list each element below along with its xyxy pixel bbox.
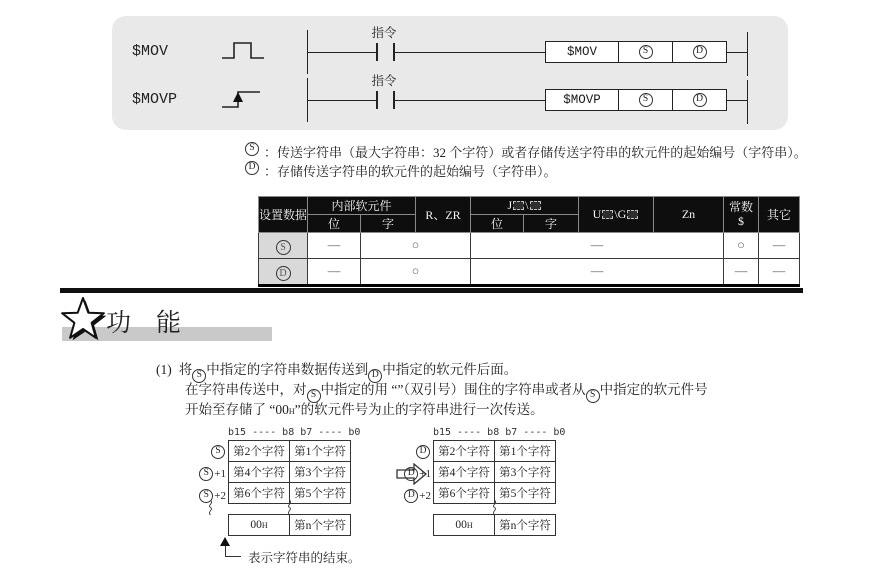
cell-link-zn: — xyxy=(471,259,724,286)
operand-s: S xyxy=(307,389,321,403)
col-header-other: 其它 xyxy=(759,197,800,233)
constant-label: 常数 xyxy=(729,199,754,214)
cell-other: — xyxy=(759,259,800,286)
operand-d: D xyxy=(404,489,418,503)
char-cell: 第n个字符 xyxy=(495,515,556,536)
block-name: $MOVP xyxy=(546,90,619,110)
char-cell: 第1个字符 xyxy=(290,441,351,462)
col-header-internal-device: 内部软元件 xyxy=(308,197,416,215)
cell-other: — xyxy=(759,233,800,259)
operand-s: S xyxy=(199,467,213,481)
col-header-ufm xyxy=(579,197,654,233)
placeholder-box-icon xyxy=(602,210,613,219)
operand-d: D xyxy=(416,445,430,459)
text-segment: 将 xyxy=(178,362,193,377)
dest-last-row xyxy=(433,514,556,536)
sub-header-word: 字 xyxy=(524,215,579,233)
link-prefix: J xyxy=(507,198,513,212)
mnemonic-smovp: $MOVP xyxy=(132,91,178,108)
break-squiggle-icon xyxy=(206,500,215,515)
operand-note-d xyxy=(245,161,557,180)
operand-s: S xyxy=(245,142,259,156)
sub-header-bit: 位 xyxy=(308,215,361,233)
dest-label xyxy=(393,489,431,503)
text-segment: ”的软元件号为止的字符串进行一次传送。 xyxy=(294,402,544,417)
operand-s: S xyxy=(192,369,206,383)
mnemonic-smov: $MOV xyxy=(132,43,169,60)
link-separator: \ xyxy=(525,198,529,212)
text-segment: 中指定的软元件后面。 xyxy=(382,362,518,377)
note-text: ：存储传送字符串的软元件的起始编号（字符串）。 xyxy=(264,164,557,179)
source-label xyxy=(188,467,226,481)
block-name: $MOV xyxy=(546,42,619,62)
note-connector-line xyxy=(225,546,241,557)
bit-range-header: b15 ---- b8 b7 ---- b0 xyxy=(228,427,361,438)
contact-icon xyxy=(376,91,395,109)
hex-subscript: H xyxy=(288,407,295,416)
hex-subscript: H xyxy=(261,521,268,530)
char-cell: 第2个字符 xyxy=(434,441,495,462)
hex-value: 00 xyxy=(455,519,467,531)
source-memory-table xyxy=(228,440,351,504)
placeholder-box-icon xyxy=(513,201,524,210)
cell-constant: ○ xyxy=(724,233,759,259)
col-header-zn: Zn xyxy=(654,197,724,233)
text-segment: 开始至存储了 “00 xyxy=(185,402,289,417)
cell-bit: — xyxy=(308,259,361,286)
char-cell: 第2个字符 xyxy=(229,441,290,462)
col-header-constant xyxy=(724,197,759,233)
section-title: 功 能 xyxy=(106,310,182,337)
label-suffix: +1 xyxy=(214,468,226,480)
col-header-link-direct xyxy=(471,197,579,215)
right-rail xyxy=(747,80,748,124)
char-cell: 第5个字符 xyxy=(290,483,351,504)
char-cell: 第1个字符 xyxy=(495,441,556,462)
source-last-row xyxy=(228,514,351,536)
operand-note-s xyxy=(245,142,807,161)
cell-word-rzr: ○ xyxy=(361,259,471,286)
device-table xyxy=(258,196,800,287)
contact-label: 指令 xyxy=(371,74,397,88)
paragraph-line xyxy=(156,378,708,398)
operand-s: S xyxy=(276,240,291,255)
operand-s: S xyxy=(639,93,653,107)
terminator-cell xyxy=(434,515,495,536)
char-cell: 第3个字符 xyxy=(290,462,351,483)
label-suffix: +2 xyxy=(419,490,431,502)
operand-d: D xyxy=(693,93,707,107)
text-segment: 在字符串传送中，对 xyxy=(185,382,307,397)
dest-memory-table xyxy=(433,440,556,504)
terminator-cell xyxy=(229,515,290,536)
ufm-prefix: U xyxy=(592,207,602,221)
break-squiggle-icon xyxy=(490,500,499,515)
char-cell: 第6个字符 xyxy=(229,483,290,504)
label-suffix: +1 xyxy=(419,468,431,480)
label-suffix: +2 xyxy=(214,490,226,502)
end-marker-arrow-icon xyxy=(220,537,230,546)
operand-s: S xyxy=(586,389,600,403)
placeholder-box-icon xyxy=(530,201,541,210)
end-of-string-note: 表示字符串的结束。 xyxy=(248,551,361,565)
cell-link-zn: — xyxy=(471,233,724,259)
right-rail xyxy=(747,32,748,76)
constant-symbol: $ xyxy=(738,213,745,228)
operand-s: S xyxy=(639,45,653,59)
operand-s: S xyxy=(199,489,213,503)
dest-label xyxy=(393,445,431,459)
paragraph-line xyxy=(156,398,708,418)
contact-icon xyxy=(376,43,395,61)
rising-edge-waveform-icon xyxy=(220,86,266,112)
operand-d: D xyxy=(404,467,418,481)
char-cell: 第4个字符 xyxy=(434,462,495,483)
char-cell: 第n个字符 xyxy=(290,515,351,536)
source-label xyxy=(188,445,226,459)
cell-word-rzr: ○ xyxy=(361,233,471,259)
break-squiggle-icon xyxy=(285,500,294,515)
char-cell: 第4个字符 xyxy=(229,462,290,483)
sub-header-word: 字 xyxy=(361,215,416,233)
pulse-waveform-icon xyxy=(220,38,266,64)
operand-d: D xyxy=(368,369,382,383)
bit-range-header: b15 ---- b8 b7 ---- b0 xyxy=(433,427,566,438)
cell-bit: — xyxy=(308,233,361,259)
operand-d: D xyxy=(276,266,291,281)
function-description xyxy=(156,358,708,418)
instruction-block-smov xyxy=(545,41,727,63)
item-number: (1) xyxy=(156,362,172,377)
table-row-s xyxy=(259,233,800,259)
col-header-r-zr: R、ZR xyxy=(416,197,471,233)
paragraph-line xyxy=(156,358,708,378)
hex-subscript: H xyxy=(466,521,473,530)
instruction-format-panel xyxy=(112,16,788,130)
instruction-block-smovp xyxy=(545,89,727,111)
section-divider xyxy=(60,288,803,293)
text-segment: 中指定的用 “”（双引号）围住的字符串或者从 xyxy=(320,382,586,397)
char-cell: 第3个字符 xyxy=(495,462,556,483)
contact-label: 指令 xyxy=(371,26,397,40)
operand-d: D xyxy=(693,45,707,59)
ufm-mid: \G xyxy=(614,207,627,221)
note-text: ：传送字符串（最大字符串：32 个字符）或者存储传送字符串的软元件的起始编号（字符串）。 xyxy=(264,145,807,160)
table-row-d xyxy=(259,259,800,286)
operand-s: S xyxy=(211,445,225,459)
star-icon xyxy=(58,296,110,346)
col-header-setting-data: 设置数据 xyxy=(259,197,308,233)
cell-constant: — xyxy=(724,259,759,286)
char-cell: 第6个字符 xyxy=(434,483,495,504)
text-segment: 中指定的字符串数据传送到 xyxy=(206,362,369,377)
char-cell: 第5个字符 xyxy=(495,483,556,504)
operand-d: D xyxy=(245,161,259,175)
text-segment: 中指定的软元件号 xyxy=(599,382,708,397)
placeholder-box-icon xyxy=(627,210,638,219)
dest-label xyxy=(393,467,431,481)
sub-header-bit: 位 xyxy=(471,215,524,233)
hex-value: 00 xyxy=(250,519,262,531)
